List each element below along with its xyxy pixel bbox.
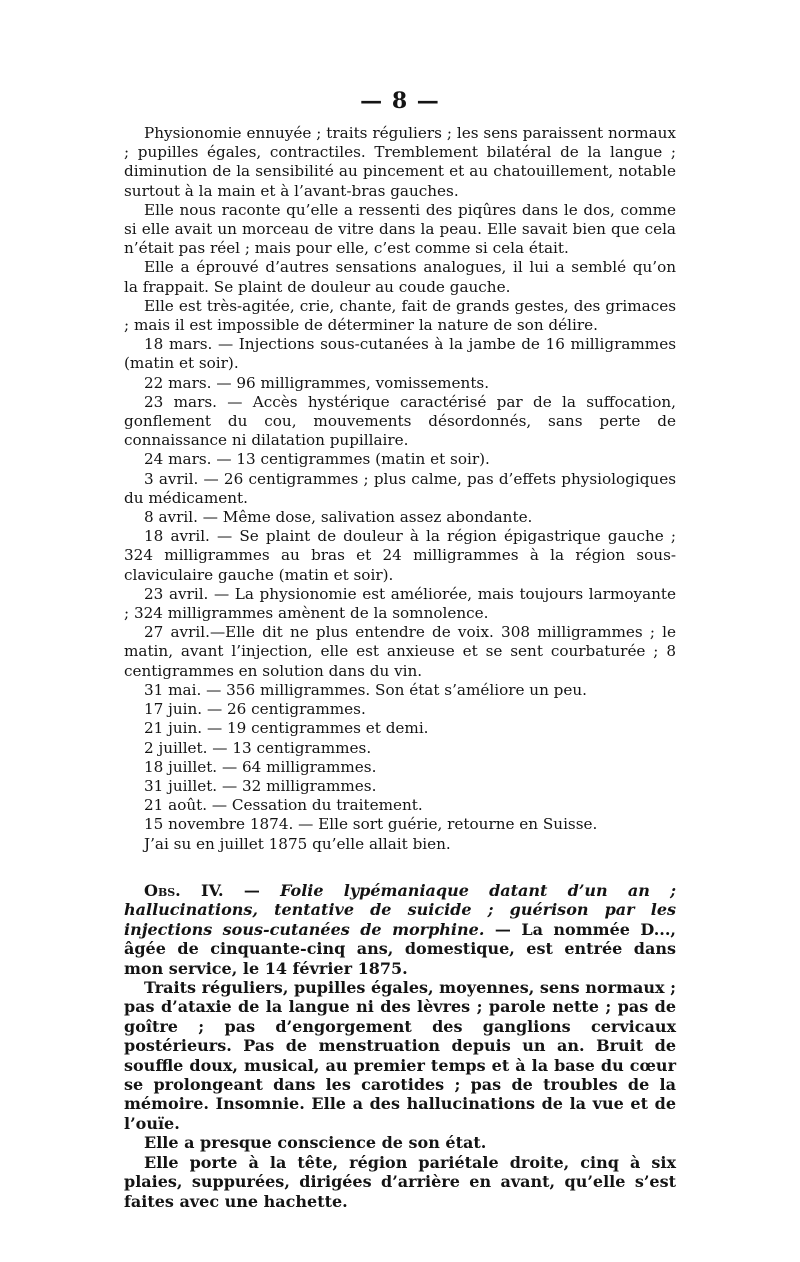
page-number: — 8 — [360, 88, 440, 114]
paragraph: Elle nous raconte qu’elle a ressenti des piqûres dans le dos, comme si elle avait un morceau de vitre dans la peau. Elle savait bien que cela n’était pas réel ; mais pour elle, c’est comme si cela était. [124, 200, 676, 258]
paragraph: Elle porte à la tête, région pariétale droite, cinq à six plaies, suppurées, dirigées d’arrière en avant, qu’elle s’est faites avec une hachette. [124, 1152, 676, 1211]
dated-entry: 22 mars. — 96 milligrammes, vomissements. [144, 373, 490, 392]
dated-entry: 18 avril. — Se plaint de douleur à la région épigastrique gauche ; 324 milligrammes au bras et 24 milligrammes à la région sous-claviculaire gauche (matin et soir). [124, 527, 676, 584]
dated-entry: 21 août. — Cessation du traitement. [144, 796, 423, 815]
dated-entry: 15 novembre 1874. — Elle sort guérie, retourne en Suisse. [144, 815, 598, 834]
dated-entry: 24 mars. — 13 centigrammes (matin et soir). [144, 450, 490, 469]
dated-entry: 21 juin. — 19 centigrammes et demi. [144, 719, 429, 738]
paragraph: Elle a éprouvé d’autres sensations analogues, il lui a semblé qu’on la frappait. Se plaint de douleur au coude gauche. [124, 258, 676, 296]
paragraph: Traits réguliers, pupilles égales, moyennes, sens normaux ; pas d’ataxie de la langue ni des lèvres ; parole nette ; pas de goître ; pas d’engorgement des ganglions cervicaux postérieurs. Pas de menstruation depuis un an. Bruit de souffle doux, musical, au premier temps et à la base du cœur se prolongeant dans les carotides ; pas de troubles de la mémoire. Insomnie. Elle a des hallucinations de la vue et de l’ouïe. [124, 978, 676, 1133]
observation-title: Folie lypémaniaque datant d’un an ; hallucinations, tentative de suicide ; guérison par les injections sous-cutanées de morphine. [124, 881, 676, 939]
observation-label: Obs. IV. [144, 881, 224, 900]
observation-section [124, 881, 676, 1211]
dated-entry: 18 juillet. — 64 milligrammes. [144, 757, 377, 776]
dated-entry: 3 avril. — 26 centigrammes ; plus calme, pas d’effets physiologiques du médicament. [124, 469, 676, 507]
paragraph: Elle a presque conscience de son état. [144, 1133, 487, 1153]
paragraph: J’ai su en juillet 1875 qu’elle allait bien. [144, 834, 451, 853]
paragraph: Physionomie ennuyée ; traits réguliers ; les sens paraissent normaux ; pupilles égales, contractiles. Tremblement bilatéral de la langue ; diminution de la sensibilité au pincement et au chatouillement, notable surtout à la main et à l’avant-bras gauches. [124, 124, 676, 200]
observation-heading [124, 881, 676, 978]
dated-entry: 31 juillet. — 32 milligrammes. [144, 776, 377, 795]
dated-entry: 2 juillet. — 13 centigrammes. [144, 738, 372, 757]
observation-dash: — [223, 881, 281, 900]
dated-entry: 17 juin. — 26 centigrammes. [144, 700, 366, 719]
dated-entry: 18 mars. — Injections sous-cutanées à la jambe de 16 milligrammes (matin et soir). [124, 335, 676, 373]
dated-entry: 8 avril. — Même dose, salivation assez abondante. [144, 508, 533, 527]
dated-entry: 31 mai. — 356 milligrammes. Son état s’améliore un peu. [144, 680, 588, 699]
observation-intro: — La nommée D..., âgée de cinquante-cinq ans, domestique, est entrée dans mon service, le 14 février 1875. [124, 919, 676, 978]
dated-entry: 23 avril. — La physionomie est améliorée, mais toujours larmoyante ; 324 milligrammes amènent de la somnolence. [124, 584, 676, 623]
dated-entry: 27 avril.—Elle dit ne plus entendre de voix. 308 milligrammes ; le matin, avant l’injection, elle est anxieuse et se sent courbaturée ; 8 centigrammes en solution dans du vin. [124, 623, 676, 680]
dated-entry: 23 mars. — Accès hystérique caractérisé par de la suffocation, gonflement du cou, mouvements désordonnés, sans perte de connaissance ni dilatation pupillaire. [124, 392, 676, 450]
paragraph: Elle est très-agitée, crie, chante, fait de grands gestes, des grimaces ; mais il est impossible de déterminer la nature de son délire. [124, 296, 676, 335]
body-text-upper [124, 124, 676, 854]
